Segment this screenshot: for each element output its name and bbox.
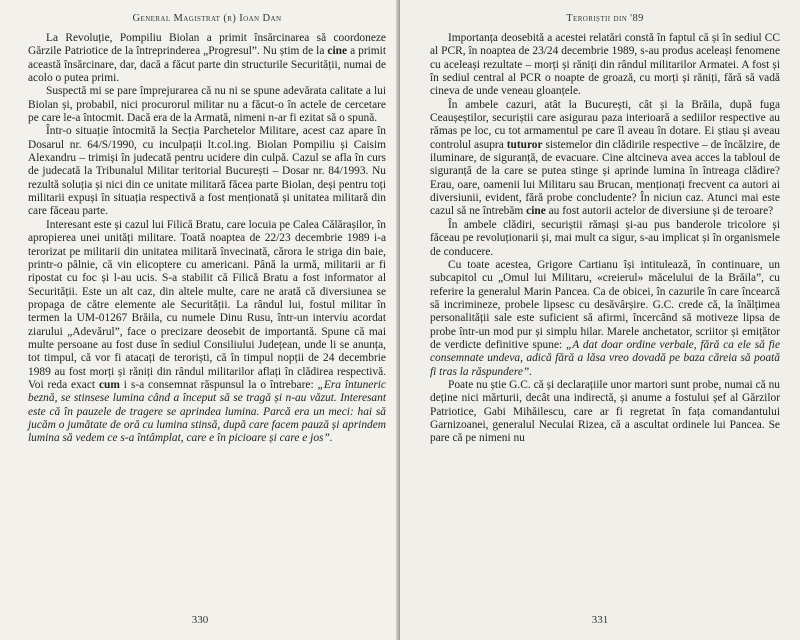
left-paragraph-2: Suspectă mi se pare împrejurarea că nu ni se spune adevărata calitate a lui Biolan și, probabil, nici procurorul militar nu a făcut-o în actele de cercetare pe care le-a întocmit. Dacă era de la Armată, nimeni n-ar fi ezitat să o spună. <box>28 85 386 125</box>
right-paragraph-2: În ambele cazuri, atât la București, cât și la Brăila, după fuga Ceaușeștilor, securiștii care asigurau paza interioară a sediilor respective au rămas pe loc, cu tot armamentul pe care îl aveau în dotare. Ei știau și aveau controlul asupra tuturor sistemelor din clădirile respective – de încălzire, de iluminare, de siguranță, de evacuare. Cine altcineva avea acces la tabloul de siguranță de la care se putea stinge și aprinde lumina în întreaga clădire? Erau, oare, oamenii lui Militaru sau Brucan, menționați frecvent ca autori ai diversiunii, evident, fără probe concludente? În niciun caz. Atunci mai este cazul să ne întrebăm cine au fost autorii actelor de diversiune și de teroare? <box>430 98 780 218</box>
right-paragraph-1: Importanța deosebită a acestei relatări constă în faptul că și în sediul CC al PCR, în noaptea de 23/24 decembrie 1989, s-au produs aceleași fenomene cu aceleași rezultate – morți și răniți din rândul militarilor Armatei. A fost și în sediul central al PCR o noapte de groază, cu morți și răniți, fără să vadă cineva de unde veneau gloanțele. <box>430 32 780 98</box>
left-page-body <box>28 32 386 446</box>
left-page-number: 330 <box>191 614 209 626</box>
right-page-number: 331 <box>591 614 609 626</box>
right-paragraph-5: Poate nu știe G.C. că și declarațiile unor martori sunt probe, numai că nu deține nici mărturii, decât una indirectă, și anume a fostului șef al Gărzilor Patriotice, Gabi Mihăilescu, care ar fi regretat în fața comandantului Garnizoanei, generalul Neculai Rizea, că a ascultat ordinele lui Pancea. Se pare că pe nimeni nu <box>430 378 780 445</box>
left-running-header: General Magistrat (r) Ioan Dan <box>132 13 282 24</box>
right-page <box>400 0 800 640</box>
right-running-header: Teroriștii din '89 <box>566 13 644 24</box>
left-paragraph-4: Interesant este și cazul lui Filică Bratu, care locuia pe Calea Călărașilor, în apropierea unei unități militare. Toată noaptea de 22/23 decembrie 1989 i-a terorizat pe militarii din unitatea militară învecinată, cărora le striga din baie, printr-o pâlnie, că vin elicoptere cu americani. Până la urmă, militarii ar fi ripostat cu foc și l-au ucis. S-a stabilit că Filică Bratu a fost informator al Securității. Este un alt caz, din altele multe, care ne arată că diversiunea se propaga de către elemente ale Securității. La rândul lui, fostul militar în termen la UM-01267 Brăila, cu numele Dinu Rusu, într-un interviu acordat ziarului „Adevărul”, face o precizare deosebit de importantă. Spune că mai multe persoane au fost duse în sediul Consiliului Județean, unde li se anunța, tot timpul, că vor fi atacați de teroriști, că în timpul nopții de 24 decembrie 1989 au fost morți și răniți din rândul militarilor aflați în clădirea respectivă. Voi reda exact cum i s-a consemnat răspunsul la o întrebare: „Era întuneric beznă, se stinsese lumina când a început să se tragă și n-au văzut. Interesant este că în pauzele de tragere se aprindea lumina. Parcă era un meci: hai să jucăm o jumătate de oră cu lumina stinsă, după care facem pauză și aprindem lumina să vedem ce s-a întâmplat, care e în picioare și care e jos”. <box>28 218 386 445</box>
right-paragraph-3: În ambele clădiri, securiștii rămași și-au pus banderole tricolore și făceau pe revoluționarii și, mai mult ca sigur, s-au implicat și în organismele de conducere. <box>430 218 780 258</box>
left-paragraph-3: Într-o situație întocmită la Secția Parchetelor Militare, acest caz apare în Dosarul nr. 64/S/1990, cu inculpații lt.col.ing. Biolan Pompiliu și Caisim Alexandru – trimiși în judecată pentru ucidere din culpă. Cazul se afla în curs de judecată la Tribunalul Militar teritorial București – Dosar nr. 84/1993. Nu rezultă soluția și nici din ce unitate militară făcea parte Biolan, deși pentru toți militarii expuși în situația respectivă a fost menționată și unitatea militară din care făceau parte. <box>28 125 386 218</box>
left-paragraph-1: La Revoluție, Pompiliu Biolan a primit însărcinarea să coordoneze Gărzile Patriotice de la întreprinderea „Progresul”. Nu știm de la cine a primit această însărcinare, dar, dacă a făcut parte din structurile Securității, numai de acolo o putea primi. <box>28 32 386 85</box>
right-page-body <box>430 32 780 446</box>
right-paragraph-4: Cu toate acestea, Grigore Cartianu își intitulează, în continuare, un subcapitol cu „Omul lui Militaru, «creierul» măcelului de la Brăila”, cu referire la generalul Marin Pancea. Ca de obicei, în cazurile în care încearcă să incrimineze, probele lipsesc cu desăvârșire. G.C. crede că, la înălțimea personalității sale este suficient să afirmi, încercând să motiveze lipsa de probe într-un mod pur și simplu hilar. Marele anchetator, scriitor și emițător de verdicte definitive spune: „A dat doar ordine verbale, fără ca ele să fie consemnate undeva, adică fără a lăsa vreo dovadă pe baza căreia să poată fi tras la răspundere”. <box>430 258 780 378</box>
